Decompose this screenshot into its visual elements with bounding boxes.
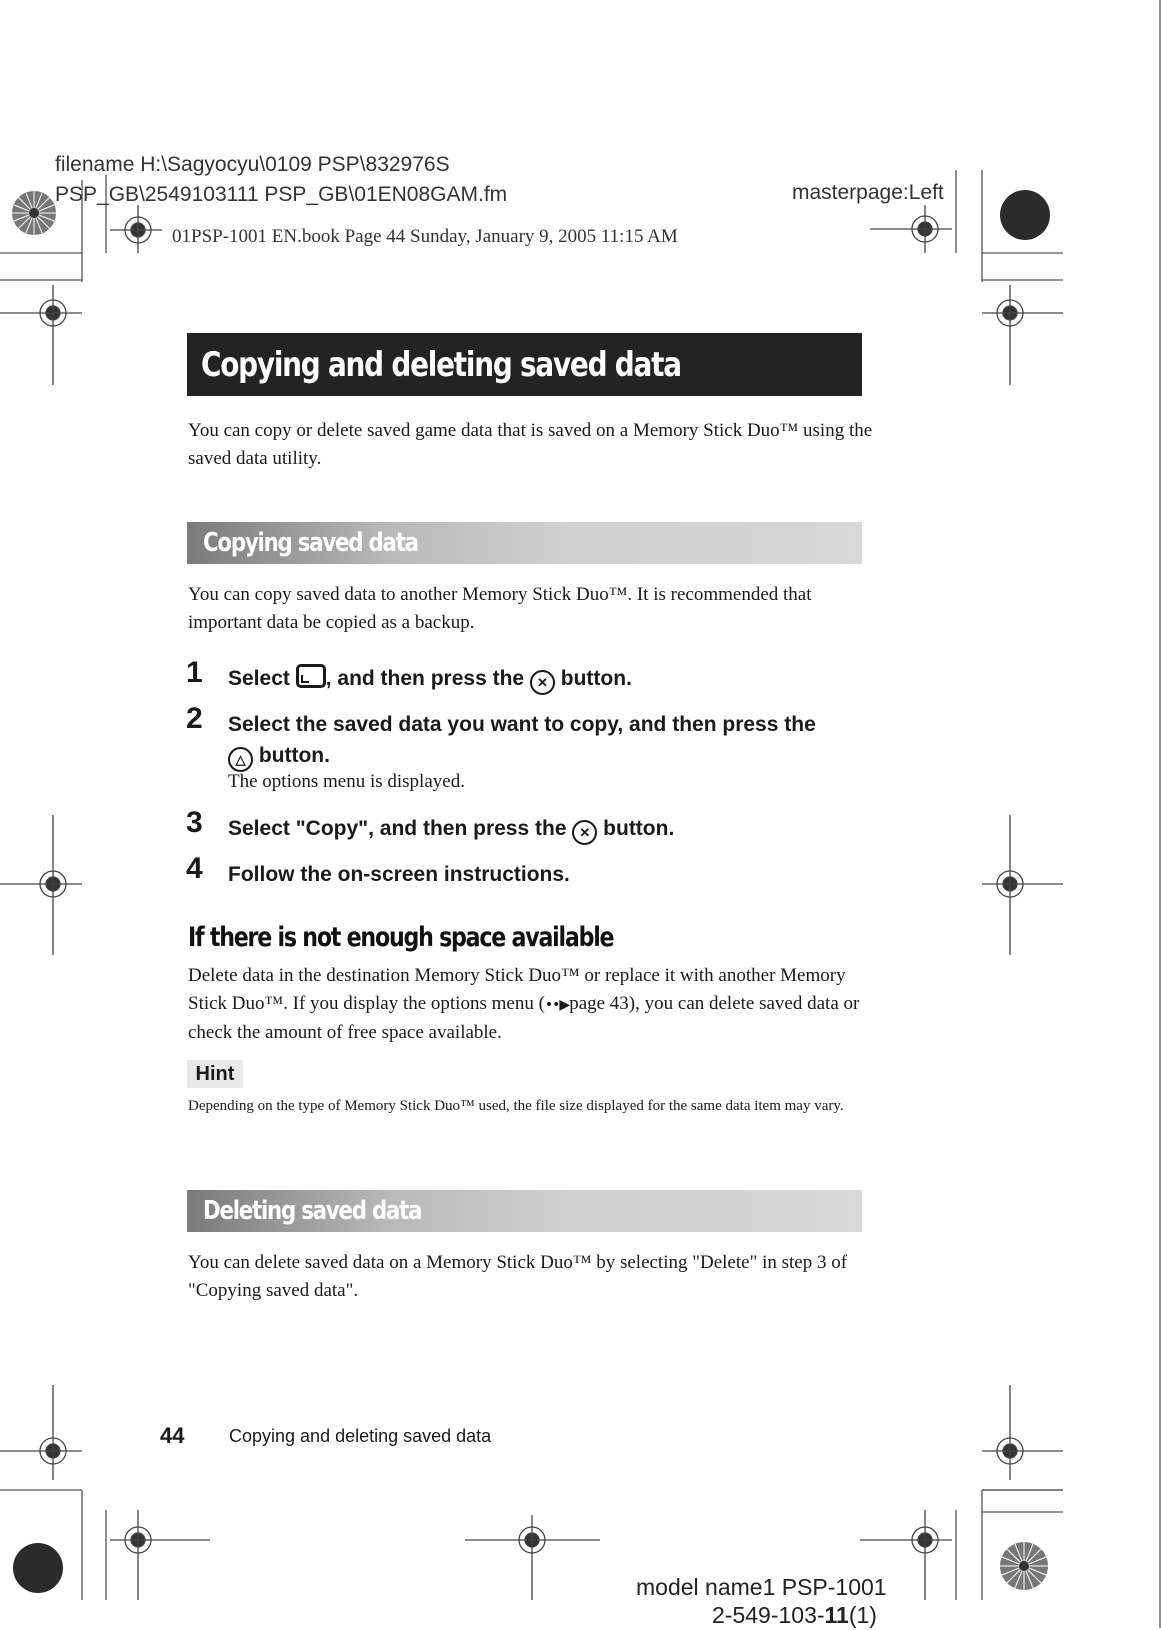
hint-label: Hint: [187, 1060, 243, 1088]
step-2-end: button.: [253, 744, 330, 767]
book-info-line: 01PSP-1001 EN.book Page 44 Sunday, January 9, 2005 11:15 AM: [172, 226, 678, 247]
saved-data-icon: [296, 664, 326, 688]
model-code-pre: 2-549-103-: [712, 1602, 825, 1628]
step-1-pre: Select: [228, 667, 296, 690]
model-code-bold: 11: [824, 1602, 849, 1628]
step-3-number: 3: [186, 806, 203, 839]
model-code-line: [712, 1600, 877, 1630]
step-1-post: , and then press the: [325, 667, 530, 690]
crosshair-icon: [0, 285, 82, 385]
step-1-number: 1: [186, 656, 203, 689]
crosshair-icon: [110, 1510, 210, 1600]
space-paragraph: [188, 962, 878, 1047]
section-bar-deleting: [187, 1190, 862, 1232]
model-name-line: model name1 PSP-1001: [636, 1574, 887, 1600]
step-3-text: [228, 813, 868, 845]
model-code-post: (1): [848, 1602, 877, 1628]
space-text-2: page 43), you can delete saved data or check the amount of free space available.: [188, 993, 860, 1043]
step-1-text: [228, 663, 868, 695]
page-title: Copying and deleting saved data: [201, 345, 681, 385]
step-3-end: button.: [597, 817, 675, 840]
space-subheading: [188, 922, 707, 953]
triangle-button-icon: △: [228, 747, 253, 772]
crosshair-icon: [982, 1385, 1063, 1480]
star-target-icon: [1000, 1542, 1048, 1590]
step-3-pre: Select "Copy", and then press the: [228, 817, 573, 840]
step-4-number: 4: [186, 852, 203, 885]
section-heading-copying: Copying saved data: [203, 528, 418, 558]
step-2-result: The options menu is displayed.: [228, 771, 465, 792]
crosshair-icon: [0, 815, 82, 955]
star-target-icon: [12, 191, 56, 235]
cross-button-icon: ✕: [572, 820, 597, 845]
page-ref-arrow-icon: ••▶: [544, 997, 570, 1013]
masterpage-label: masterpage:Left: [792, 181, 944, 204]
crosshair-icon: [110, 205, 162, 253]
page-title-bar: [187, 333, 862, 396]
deleting-paragraph: You can delete saved data on a Memory Stick Duo™ by selecting "Delete" in step 3 of "Copying saved data".: [188, 1252, 848, 1301]
crosshair-icon: [982, 815, 1063, 955]
crosshair-icon: [0, 1385, 82, 1480]
step-2-main: Select the saved data you want to copy, and then press the: [228, 713, 816, 736]
section-heading-deleting: Deleting saved data: [203, 1196, 422, 1226]
space-subheading-text: If there is not enough space available: [188, 922, 614, 953]
step-2-number: 2: [186, 702, 203, 735]
step-4-text: Follow the on-screen instructions.: [228, 863, 570, 886]
crosshair-icon: [982, 285, 1063, 385]
space-text-1: Delete data in the destination Memory Stick Duo™ or replace it with another Memory Stick Duo™. If you display the options menu (: [188, 965, 846, 1014]
page-number: 44: [160, 1423, 185, 1448]
cross-button-icon: ✕: [530, 670, 555, 695]
solid-disc-icon: [1000, 190, 1050, 240]
crosshair-marks: [0, 205, 1063, 1600]
solid-disc-icon: [13, 1543, 63, 1593]
copying-intro-paragraph: You can copy saved data to another Memory Stick Duo™. It is recommended that important data be copied as a backup.: [188, 584, 812, 633]
hint-text: Depending on the type of Memory Stick Duo™ used, the file size displayed for the same data item may vary.: [188, 1098, 844, 1114]
crosshair-icon: [870, 205, 952, 253]
crosshair-icon: [465, 1515, 600, 1600]
step-2-text: [228, 709, 868, 772]
filename-line-2: PSP_GB\2549103111 PSP_GB\01EN08GAM.fm: [55, 183, 508, 206]
section-bar-copying: [187, 522, 862, 564]
intro-paragraph: You can copy or delete saved game data that is saved on a Memory Stick Duo™ using the saved data utility.: [188, 420, 873, 469]
footer-section-title: Copying and deleting saved data: [229, 1426, 492, 1446]
filename-line-1: filename H:\Sagyocyu\0109 PSP\832976S: [55, 153, 450, 176]
step-1-end: button.: [554, 667, 632, 690]
